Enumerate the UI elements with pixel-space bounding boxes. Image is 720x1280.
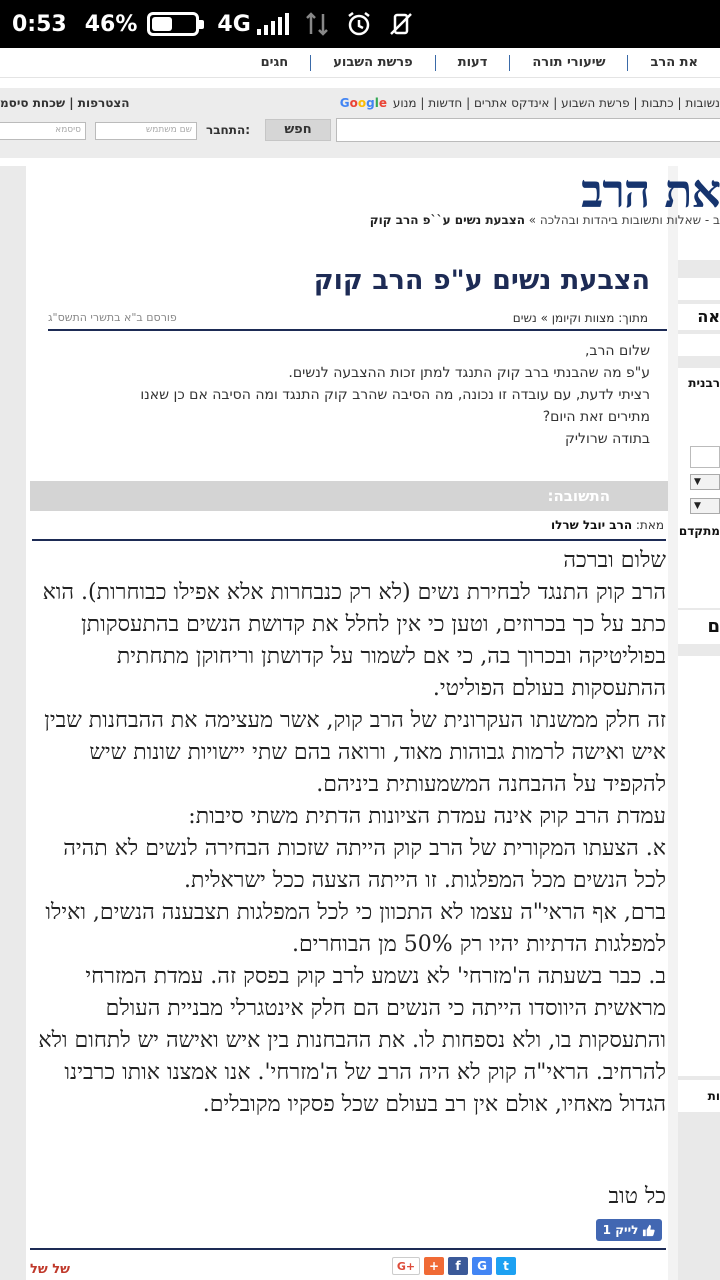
sidebar-select-1[interactable]: ▼ [690, 474, 720, 490]
username-field[interactable]: שם משתמש [95, 122, 197, 140]
google-plus-share-button[interactable]: G+ [392, 1257, 420, 1275]
header-links-text[interactable]: נשובות | כתבות | פרשת השבוע | אינדקס אתרים | חדשות | מנוע [392, 96, 720, 110]
google-logo: Google [339, 96, 387, 110]
question-line: רציתי לדעת, עם עובדה זו נכונה, מה הסיבה שהרב קוק התנגד ומה הסיבה אם כן שאנו [140, 387, 650, 403]
battery-percent: 46% [84, 11, 138, 37]
share-buttons [392, 1257, 516, 1275]
password-field[interactable]: סיסמא [0, 122, 86, 140]
search-input[interactable] [336, 118, 720, 142]
battery-fill [152, 17, 171, 31]
page-title: הצבעת נשים ע"פ הרב קוק [313, 265, 650, 296]
network-type: 4G [217, 11, 251, 37]
sidebar-block-3 [678, 564, 720, 598]
sidebar-block-1 [678, 278, 720, 300]
answer-header: התשובה: [30, 481, 668, 511]
sidebar-heading-2: ם [678, 610, 720, 644]
answer-paragraph: זה חלק ממשנתו העקרונית של הרב קוק, אשר מעצימה את ההבחנות שבין איש ואישה לרמות גבוהות מאוד, ורואה בהם שתי יישויות שונות שיש להקפיד על ההבחנה המשמעותית ביניהם. [44, 708, 666, 797]
answer-paragraph: שלום וברכה [563, 548, 666, 573]
right-sidebar [678, 260, 720, 1280]
answer-paragraph: הרב קוק התנגד לבחירת נשים (לא רק כנבחרות אלא אפילו כבוחרות). הוא כתב על כך בכרוזים, וטען כי אין לחלל את קדושת הנשים בהתעסקותן בפוליטיקה ובכרוך בה, כי אם לשמור על קדושתן וריחוקן מתחתית ההתעסקות בעולם הפוליטי. [42, 580, 666, 701]
addthis-share-button[interactable]: + [424, 1257, 444, 1275]
google-share-button[interactable]: G [472, 1257, 492, 1275]
question-line: מתירים זאת היום? [542, 409, 650, 425]
header-strip [0, 88, 720, 158]
answer-author [551, 518, 664, 532]
site-logo[interactable]: את הרב [581, 164, 720, 218]
data-transfer-icon [303, 10, 331, 38]
nav-item-ask-rabbi[interactable]: את הרב [627, 55, 720, 71]
divider [32, 539, 666, 541]
sidebar-advanced-link[interactable]: מתקדם [678, 524, 720, 544]
sidebar-heading: אה [678, 304, 720, 330]
article-category[interactable]: מתוך: מצוות וקיומן » נשים [512, 311, 648, 325]
divider [30, 1248, 666, 1250]
login-label: התחבר: [206, 123, 251, 137]
sidebar-select-2[interactable]: ▼ [690, 498, 720, 514]
nav-item-opinions[interactable]: דעות [435, 55, 510, 71]
nav-item-weekly-portion[interactable]: פרשת השבוע [310, 55, 434, 71]
nav-item-holidays[interactable]: חגים [260, 54, 289, 70]
header-links[interactable] [338, 96, 720, 110]
mute-icon [387, 10, 415, 38]
like-label: לייק 1 [602, 1223, 639, 1237]
search-button[interactable]: חפש [265, 119, 331, 141]
join-links[interactable]: הצטרפות | שכחת סיסמ [0, 96, 130, 110]
status-bar [0, 0, 720, 48]
answer-paragraph: ב. כבר בשעתה ה'מזרחי' לא נשמע לרב קוק בפסק זה. עמדת המזרחי מראשית היווסדו הייתה כי הנשים הם חלק אינטגרלי מבניית העולם והתעסקות בו, ולא נספחות לו. את ההבחנות בין איש ואישה יש לתחום ולא להרחיב. הראי"ה קוק לא היה הרב של ה'מזרחי'. אנו אמצנו אותו כרבינו הגדול מאחיו, אולם אין רב בעולם שכל פסקיו מקובלים. [38, 964, 666, 1117]
article-date: פורסם ב"א בתשרי התשס"ג [48, 311, 177, 324]
status-time: 0:53 [12, 11, 67, 37]
sidebar-block-2 [678, 334, 720, 356]
battery-icon [147, 12, 199, 36]
footer-red-text[interactable]: של של [30, 1262, 70, 1277]
answer-paragraph: עמדת הרב קוק אינה עמדת הציונות הדתית משתי סיבות: [188, 804, 666, 829]
breadcrumb-path[interactable]: ב - שאלות ותשובות ביהדות ובהלכה » [524, 213, 720, 227]
sidebar-search-input[interactable] [690, 446, 720, 468]
left-gutter [0, 166, 26, 1280]
sidebar-label-rabbanit: רבנית [688, 376, 720, 390]
breadcrumb [370, 213, 720, 227]
question-text [48, 340, 650, 450]
breadcrumb-current: הצבעת נשים ע``פ הרב קוק [369, 213, 525, 227]
divider [48, 329, 667, 331]
like-button[interactable] [596, 1219, 662, 1241]
nav-item-torah-lessons[interactable]: שיעורי תורה [509, 55, 627, 71]
question-line: שלום הרב, [584, 343, 650, 359]
closing-text: כל טוב [608, 1184, 666, 1209]
question-line: בתודה שרוליק [564, 431, 650, 447]
alarm-icon [345, 10, 373, 38]
facebook-share-button[interactable]: f [448, 1257, 468, 1275]
twitter-share-button[interactable]: t [496, 1257, 516, 1275]
question-line: ע"פ מה שהבנתי ברב קוק התנגד למתן זכות ההצבעה לנשים. [288, 365, 650, 381]
thumbs-up-icon [642, 1224, 655, 1237]
answer-paragraph: א. הצעתו המקורית של הרב קוק הייתה שזכות הבחירה לנשים לא תהיה לכל הנשים מכל המפלגות. זו הייתה הצעה ככל ישראלית. [63, 836, 666, 893]
signal-icon [257, 13, 289, 35]
author-label: מאת: [635, 518, 664, 532]
author-name[interactable]: הרב יובל שרלו [550, 518, 633, 532]
right-gutter [668, 166, 678, 1280]
sidebar-heading-3: ות [678, 1080, 720, 1112]
top-nav [0, 48, 720, 78]
answer-paragraph: ברם, אף הראי"ה עצמו לא התכוון כי לכל המפלגות תצבענה הנשים, ואילו למפלגות הדתיות יהיו רק 50% מן הבוחרים. [45, 900, 666, 957]
sidebar-block-4 [678, 656, 720, 1076]
answer-text [34, 545, 666, 1121]
